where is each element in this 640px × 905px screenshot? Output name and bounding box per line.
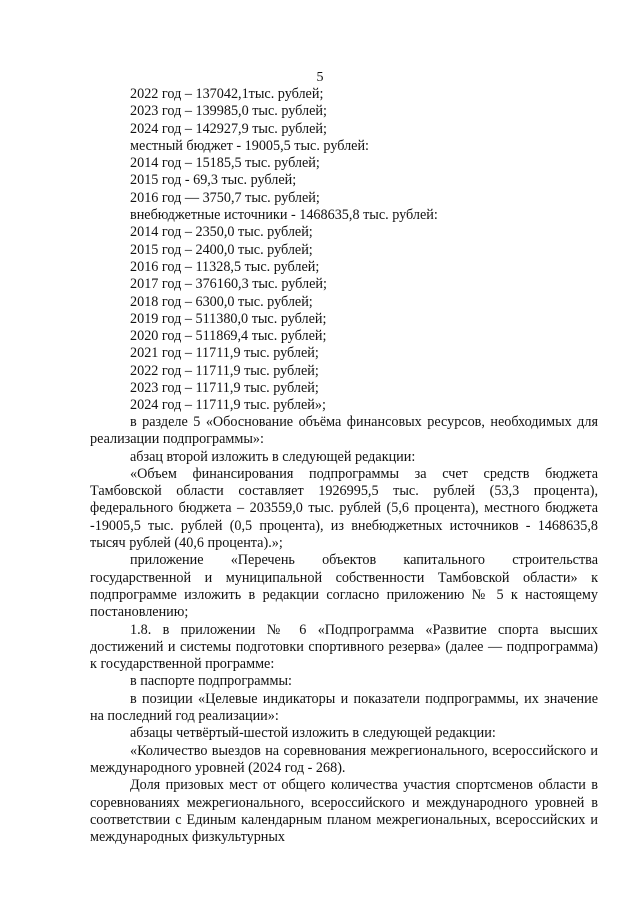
budget-line: 2015 год – 2400,0 тыс. рублей; (130, 241, 313, 258)
budget-line: 2024 год – 142927,9 тыс. рублей; (130, 120, 327, 137)
budget-line: 2023 год – 139985,0 тыс. рублей; (130, 103, 327, 120)
budget-line: 2022 год – 11711,9 тыс. рублей; (130, 362, 319, 379)
budget-line: местный бюджет - 19005,5 тыс. рублей: (130, 137, 370, 154)
item-1-8-paragraph: 1.8. в приложении № 6 «Подпрограмма «Развитие спорта высших достижений и системы подготовки спортивного резерва» (далее — подпрограмма) к государственной программе: (90, 621, 598, 673)
paragraph-instruction: абзац второй изложить в следующей редакции: (130, 448, 416, 465)
budget-line: 2024 год – 11711,9 тыс. рублей»; (130, 397, 326, 414)
budget-line: 2016 год – 11328,5 тыс. рублей; (130, 258, 320, 275)
budget-line: внебюджетные источники - 1468635,8 тыс. рублей: (130, 207, 438, 224)
page-number: 5 (316, 70, 324, 85)
paragraph-instruction: абзацы четвёртый-шестой изложить в следующей редакции: (130, 725, 496, 742)
budget-lines (130, 86, 610, 415)
section5-heading-paragraph: в разделе 5 «Обоснование объёма финансовых ресурсов, необходимых для реализации подпрограммы»: (90, 414, 598, 448)
financing-paragraph: «Объем финансирования подпрограммы за счет средств бюджета Тамбовской области составляет 1926995,5 тыс. рублей (53,3 процента), федерального бюджета – 203559,0 тыс. рублей (5,6 процента), местного бюджета -19005,5 тыс. рублей (0,5 процента), из внебюджетных источников - 1468635,8 тысяч рублей (40,6 процента).»; (90, 465, 598, 552)
budget-line: 2019 год – 511380,0 тыс. рублей; (130, 310, 327, 327)
indicators-position-paragraph: в позиции «Целевые индикаторы и показатели подпрограммы, их значение на последний год реализации»: (90, 690, 598, 725)
budget-line: 2017 год – 376160,3 тыс. рублей; (130, 276, 327, 293)
budget-line: 2022 год – 137042,1тыс. рублей; (130, 86, 324, 102)
budget-line: 2023 год – 11711,9 тыс. рублей; (130, 380, 319, 397)
prize-share-paragraph: Доля призовых мест от общего количества участия спортсменов области в соревнованиях межрегионального, всероссийского и международного уровней в соответствии с Единым календарным планом межрегиональных, всероссийских и международных физкультурных (90, 777, 598, 846)
trips-count-paragraph: «Количество выездов на соревнования межрегионального, всероссийского и международного уровней (2024 год - 268). (90, 742, 598, 776)
budget-line: 2014 год – 2350,0 тыс. рублей; (130, 224, 313, 241)
budget-line: 2015 год - 69,3 тыс. рублей; (130, 172, 297, 189)
passport-paragraph: в паспорте подпрограммы: (130, 673, 292, 690)
budget-line: 2014 год – 15185,5 тыс. рублей; (130, 155, 320, 172)
budget-line: 2020 год – 511869,4 тыс. рублей; (130, 328, 327, 345)
appendix-paragraph: приложение «Перечень объектов капитального строительства государственной и муниципальной собственности Тамбовской области» к подпрограмме изложить в редакции согласно приложению № 5 к настоящему постановлению; (90, 552, 598, 621)
budget-line: 2018 год – 6300,0 тыс. рублей; (130, 293, 313, 310)
budget-line: 2016 год — 3750,7 тыс. рублей; (130, 189, 320, 206)
budget-line: 2021 год – 11711,9 тыс. рублей; (130, 345, 319, 362)
document-body (90, 414, 598, 846)
